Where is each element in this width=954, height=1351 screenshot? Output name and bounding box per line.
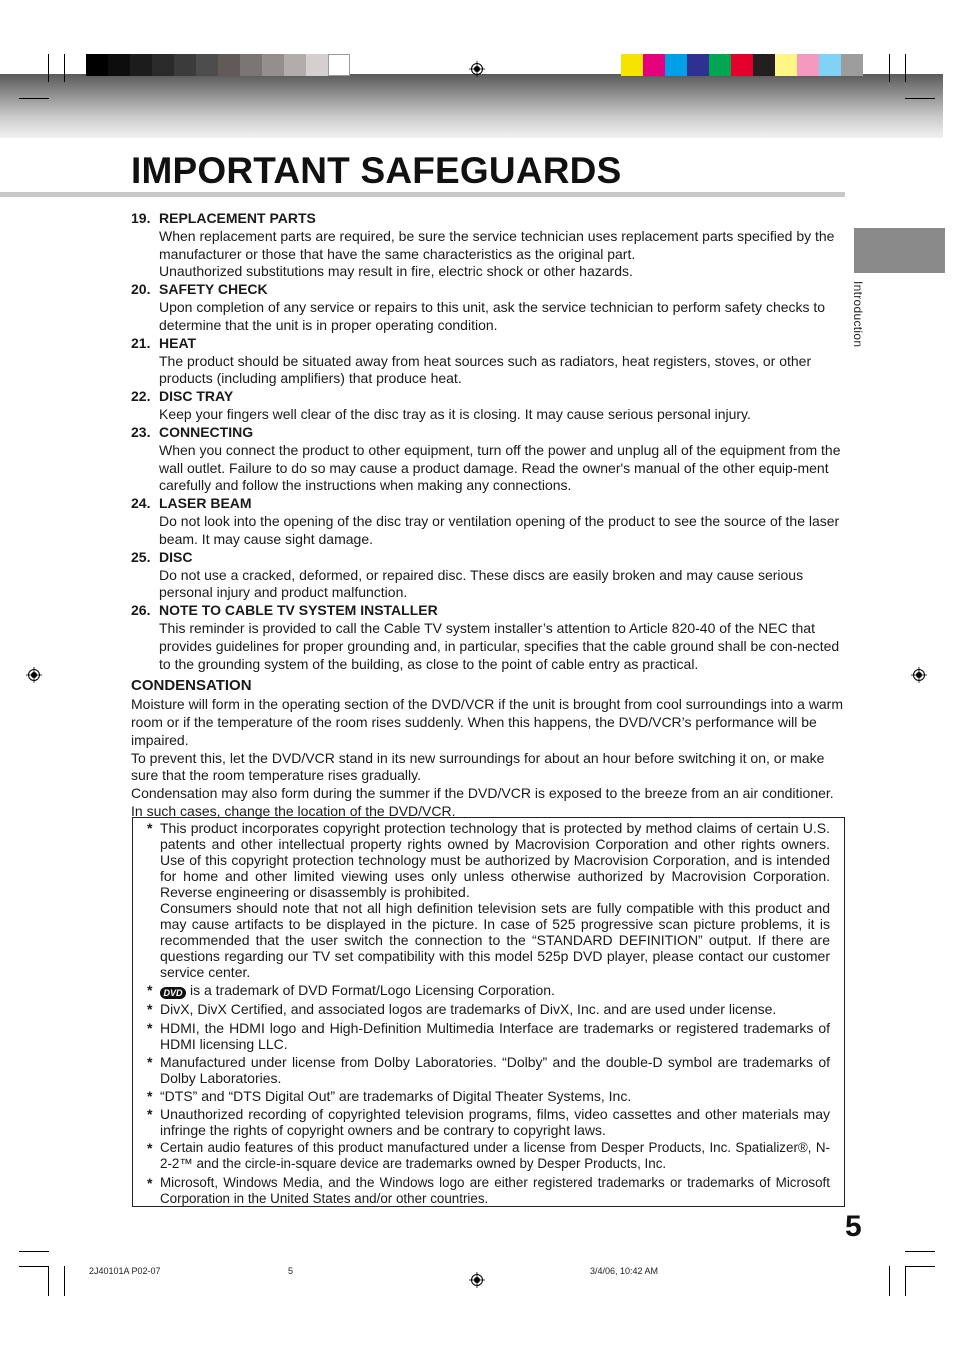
calibration-swatch: [284, 54, 306, 76]
bullet-asterisk: *: [147, 1174, 153, 1191]
bullet-asterisk: *: [147, 1106, 153, 1123]
safeguard-item-title: HEAT: [159, 334, 197, 351]
registration-mark-icon: [469, 61, 485, 77]
bullet-asterisk: *: [147, 1087, 153, 1104]
page-title: IMPORTANT SAFEGUARDS: [131, 150, 622, 191]
safeguard-item-heading: [131, 210, 847, 228]
notice-macrovision: [147, 820, 830, 980]
safeguard-item-text: When you connect the product to other equipment, turn off the power and unplug all of the equipment from the wall outlet. Failure to do so may cause a product damage. Read the owner's manual of the other equip-ment carefully and follow the instructions when making any connections.: [159, 441, 841, 494]
calibration-swatch: [108, 54, 130, 76]
safeguard-item-text: Do not use a cracked, deformed, or repaired disc. These discs are easily broken and may cause serious personal injury and product malfunction.: [159, 566, 804, 601]
crop-mark: [19, 1266, 49, 1267]
calibration-swatch: [130, 54, 152, 76]
notice-hdmi: [147, 1020, 830, 1052]
section-tab: [854, 228, 945, 273]
notice-text: Certain audio features of this product manufactured under a license from Desper Products, Inc. Spatializer®, N-2-2™ and the circle-in-square device are trademarks owned by Desper Products, Inc.: [160, 1140, 830, 1172]
bullet-asterisk: *: [147, 1053, 153, 1070]
safeguard-item-title: REPLACEMENT PARTS: [159, 210, 316, 227]
notice-text: “DTS” and “DTS Digital Out” are trademarks of Digital Theater Systems, Inc.: [160, 1087, 632, 1104]
safeguard-item-heading: [131, 549, 847, 567]
crop-mark: [19, 1251, 49, 1252]
condensation-paragraph: Moisture will form in the operating section of the DVD/VCR if the unit is brought from cool surroundings into a warm room or if the temperature of the room rises suddenly. When this happens, the DVD/VCR’s performance will be impaired.: [131, 696, 843, 748]
condensation-paragraph: Condensation may also form during the summer if the DVD/VCR is exposed to the breeze from an air conditioner. In such cases, change the location of the DVD/VCR.: [131, 785, 834, 820]
calibration-swatch: [196, 54, 218, 76]
calibration-swatch: [753, 54, 775, 76]
header-gradient-band: [0, 74, 943, 138]
condensation-paragraph: To prevent this, let the DVD/VCR stand in its new surroundings for about an hour before switching it on, or make sure that the room temperature rises gradually.: [131, 749, 825, 784]
safeguard-item-number: 24.: [131, 495, 151, 512]
bullet-asterisk: *: [147, 1001, 153, 1018]
notice-microsoft: [147, 1175, 830, 1207]
notice-unauthorized-recording: [147, 1106, 830, 1138]
safeguard-item-heading: [131, 602, 847, 620]
calibration-swatch: [86, 54, 108, 76]
safeguards-list: [131, 210, 847, 673]
crop-mark: [905, 54, 906, 82]
registration-mark-icon: [469, 1272, 485, 1288]
calibration-swatch: [643, 54, 665, 76]
safeguard-item-title: DISC TRAY: [159, 388, 234, 405]
calibration-swatch: [731, 54, 753, 76]
safeguard-item-heading: [131, 388, 847, 406]
safeguard-item-title: LASER BEAM: [159, 495, 252, 512]
notice-text: Manufactured under license from Dolby Laboratories. “Dolby” and the double-D symbol are trademarks of Dolby Laboratories.: [160, 1053, 830, 1086]
safeguard-item-number: 26.: [131, 602, 151, 619]
color-calibration-bar: [621, 54, 863, 76]
crop-mark: [905, 1251, 935, 1252]
crop-mark: [889, 54, 890, 82]
bullet-asterisk: *: [147, 820, 153, 836]
safeguard-item-title: CONNECTING: [159, 424, 254, 441]
safeguard-item: [131, 602, 847, 673]
section-label: Introduction: [851, 281, 865, 348]
calibration-swatch: [240, 54, 262, 76]
crop-mark: [905, 1266, 906, 1296]
safeguard-item: [131, 210, 847, 281]
footer-page: 5: [288, 1266, 294, 1276]
crop-mark: [48, 1266, 49, 1296]
calibration-swatch: [621, 54, 643, 76]
trademark-notice-box: [132, 817, 845, 1207]
crop-mark: [48, 54, 49, 82]
registration-mark-icon: [911, 667, 927, 683]
dvd-logo-icon: DVD: [160, 987, 186, 999]
footer-date: 3/4/06, 10:42 AM: [590, 1266, 659, 1276]
safeguard-item: [131, 495, 847, 548]
safeguard-item: [131, 424, 847, 495]
calibration-swatch: [775, 54, 797, 76]
calibration-swatch: [687, 54, 709, 76]
safeguard-item-heading: [131, 424, 847, 442]
bullet-asterisk: *: [147, 1140, 153, 1157]
crop-mark: [889, 1266, 890, 1296]
safeguard-item-text: The product should be situated away from heat sources such as radiators, heat registers, stoves, or other products (including amplifiers) that produce heat.: [159, 352, 812, 387]
notice-desper: [147, 1140, 830, 1172]
crop-mark: [64, 54, 65, 82]
safeguard-item-text: Keep your fingers well clear of the disc tray as it is closing. It may cause serious personal injury.: [159, 406, 751, 423]
calibration-swatch: [709, 54, 731, 76]
safeguard-item-text: Do not look into the opening of the disc tray or ventilation opening of the product to see the source of the laser beam. It may cause sight damage.: [159, 513, 840, 547]
safeguard-item-number: 20.: [131, 281, 151, 298]
registration-mark-icon: [26, 667, 42, 683]
calibration-swatch: [665, 54, 687, 76]
calibration-swatch: [218, 54, 240, 76]
crop-mark: [905, 1266, 935, 1267]
safeguard-item-number: 19.: [131, 210, 151, 227]
notice-text: HDMI, the HDMI logo and High-Definition Multimedia Interface are trademarks or registered trademarks of HDMI licensing LLC.: [160, 1019, 830, 1052]
calibration-swatch: [819, 54, 841, 76]
safeguard-item-number: 23.: [131, 424, 151, 441]
calibration-swatch: [841, 54, 863, 76]
bullet-asterisk: *: [147, 1019, 153, 1036]
safeguard-item: [131, 549, 847, 602]
bullet-asterisk: *: [147, 982, 153, 999]
safeguard-item: [131, 388, 847, 424]
safeguard-item-title: SAFETY CHECK: [159, 281, 268, 298]
notice-text: Unauthorized recording of copyrighted television programs, films, video cassettes and other materials may infringe the rights of copyright owners and be contrary to copyright laws.: [160, 1106, 830, 1139]
notice-text: DivX, DivX Certified, and associated logos are trademarks of DivX, Inc. and are used under license.: [160, 1001, 777, 1018]
safeguard-item-title: NOTE TO CABLE TV SYSTEM INSTALLER: [159, 602, 438, 619]
notice-dts: [147, 1088, 830, 1104]
footer-code: 2J40101A P02-07: [89, 1266, 161, 1276]
notice-divx: [147, 1001, 830, 1017]
notice-text: Microsoft, Windows Media, and the Windows logo are either registered trademarks or trademarks of Microsoft Corporation in the United States and/or other countries.: [160, 1174, 830, 1206]
safeguard-item-heading: [131, 335, 847, 353]
condensation-heading: CONDENSATION: [131, 677, 252, 695]
crop-mark: [64, 1266, 65, 1296]
calibration-swatch: [797, 54, 819, 76]
notice-text: is a trademark of DVD Format/Logo Licensing Corporation.: [190, 982, 555, 999]
safeguard-item-text: Unauthorized substitutions may result in fire, electric shock or other hazards.: [159, 263, 633, 280]
crop-mark: [19, 98, 49, 99]
safeguard-item-number: 25.: [131, 548, 151, 565]
safeguard-item-title: DISC: [159, 548, 193, 565]
safeguard-item-text: This reminder is provided to call the Cable TV system installer’s attention to Article 820-40 of the NEC that provides guidelines for proper grounding and, in particular, specifies that the cable ground shall be con-nected to the grounding system of the building, as close to the point of cable entry as practical.: [159, 620, 840, 672]
title-rule: [0, 192, 845, 197]
calibration-swatch: [152, 54, 174, 76]
notice-text: This product incorporates copyright protection technology that is protected by method claims of certain U.S. patents and other intellectual property rights owned by Macrovision Corporation and other rights owners. Use of this copyright protection technology must be authorized by Macrovision Corporation, and is intended for home and other limited viewing uses only unless otherwise authorized by Macrovision Corporation. Reverse engineering or disassembly is prohibited.: [160, 820, 830, 900]
calibration-swatch: [328, 54, 350, 76]
safeguards-content: [131, 210, 847, 821]
safeguard-item: [131, 335, 847, 388]
safeguard-item-text: Upon completion of any service or repairs to this unit, ask the service technician to perform safety checks to determine that the unit is in proper operating condition.: [159, 299, 826, 333]
grayscale-calibration-bar: [86, 54, 350, 76]
crop-mark: [905, 98, 935, 99]
calibration-swatch: [306, 54, 328, 76]
safeguard-item-heading: [131, 495, 847, 513]
page-number: 5: [845, 1210, 862, 1243]
calibration-swatch: [262, 54, 284, 76]
safeguard-item: [131, 281, 847, 334]
notice-text: Consumers should note that not all high definition television sets are fully compatible with this product and may cause artifacts to be displayed in the picture. In case of 525 progressive scan picture problems, it is recommended that the user switch the connection to the “STANDARD DEFINITION” output. If there are questions regarding our TV set compatibility with this model 525p DVD player, please contact our customer service center.: [160, 900, 830, 980]
safeguard-item-heading: [131, 281, 847, 299]
notice-dolby: [147, 1054, 830, 1086]
safeguard-item-text: When replacement parts are required, be sure the service technician uses replacement parts specified by the manufacturer or those that have the same characteristics as the original part.: [159, 227, 835, 262]
calibration-swatch: [174, 54, 196, 76]
notice-dvd-trademark: [147, 982, 830, 999]
safeguard-item-number: 22.: [131, 388, 151, 405]
safeguard-item-number: 21.: [131, 334, 151, 351]
